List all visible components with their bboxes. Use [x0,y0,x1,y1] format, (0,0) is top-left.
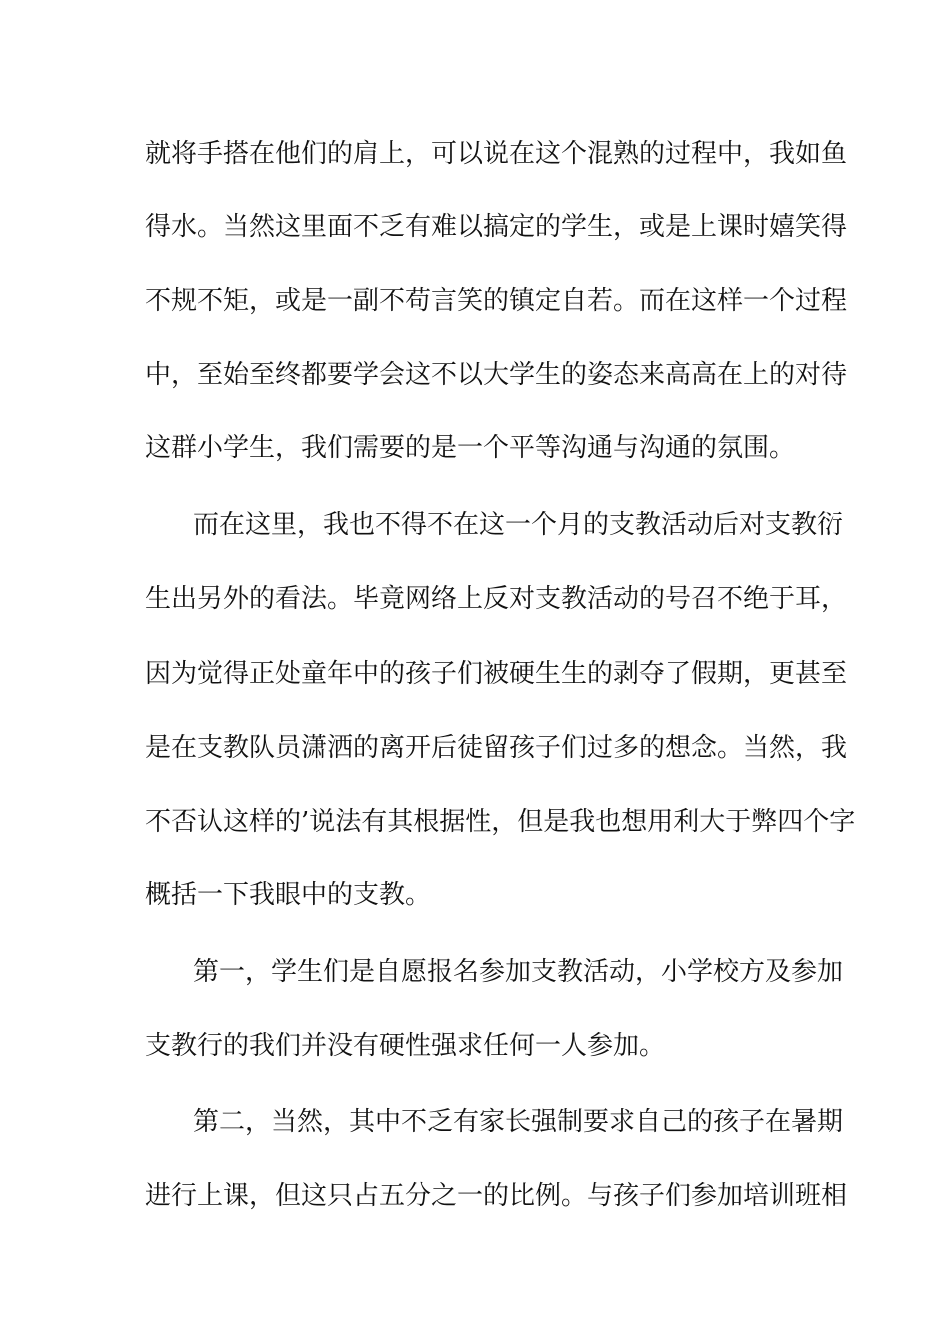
text-line-10: 不否认这样的’说法有其根据性，但是我也想用利大于弊四个字 [145,807,856,837]
text-line-3: 不规不矩，或是一副不苟言笑的镇定自若。而在这样一个过程 [145,286,848,316]
paragraph-start-line-12: 第一，学生们是自愿报名参加支教活动，小学校方及参加 [193,957,844,987]
text-line-2: 得水。当然这里面不乏有难以搞定的学生，或是上课时嬉笑得 [145,212,848,242]
text-line-1: 就将手搭在他们的肩上，可以说在这个混熟的过程中，我如鱼 [145,139,848,169]
text-line-11: 概括一下我眼中的支教。 [145,880,432,910]
text-line-13: 支教行的我们并没有硬性强求任何一人参加。 [145,1031,666,1061]
paragraph-start-line-6: 而在这里，我也不得不在这一个月的支教活动后对支教衍 [193,510,844,540]
text-line-5: 这群小学生，我们需要的是一个平等沟通与沟通的氛围。 [145,433,796,463]
paragraph-start-line-14: 第二，当然，其中不乏有家长强制要求自己的孩子在暑期 [193,1107,844,1137]
text-line-15: 进行上课，但这只占五分之一的比例。与孩子们参加培训班相 [145,1181,848,1211]
text-line-7: 生出另外的看法。毕竟网络上反对支教活动的号召不绝于耳， [145,584,848,614]
text-line-4: 中，至始至终都要学会这不以大学生的姿态来高高在上的对待 [145,360,848,390]
text-line-9: 是在支教队员潇洒的离开后徒留孩子们过多的想念。当然，我 [145,733,848,763]
text-line-8: 因为觉得正处童年中的孩子们被硬生生的剥夺了假期，更甚至 [145,659,848,689]
